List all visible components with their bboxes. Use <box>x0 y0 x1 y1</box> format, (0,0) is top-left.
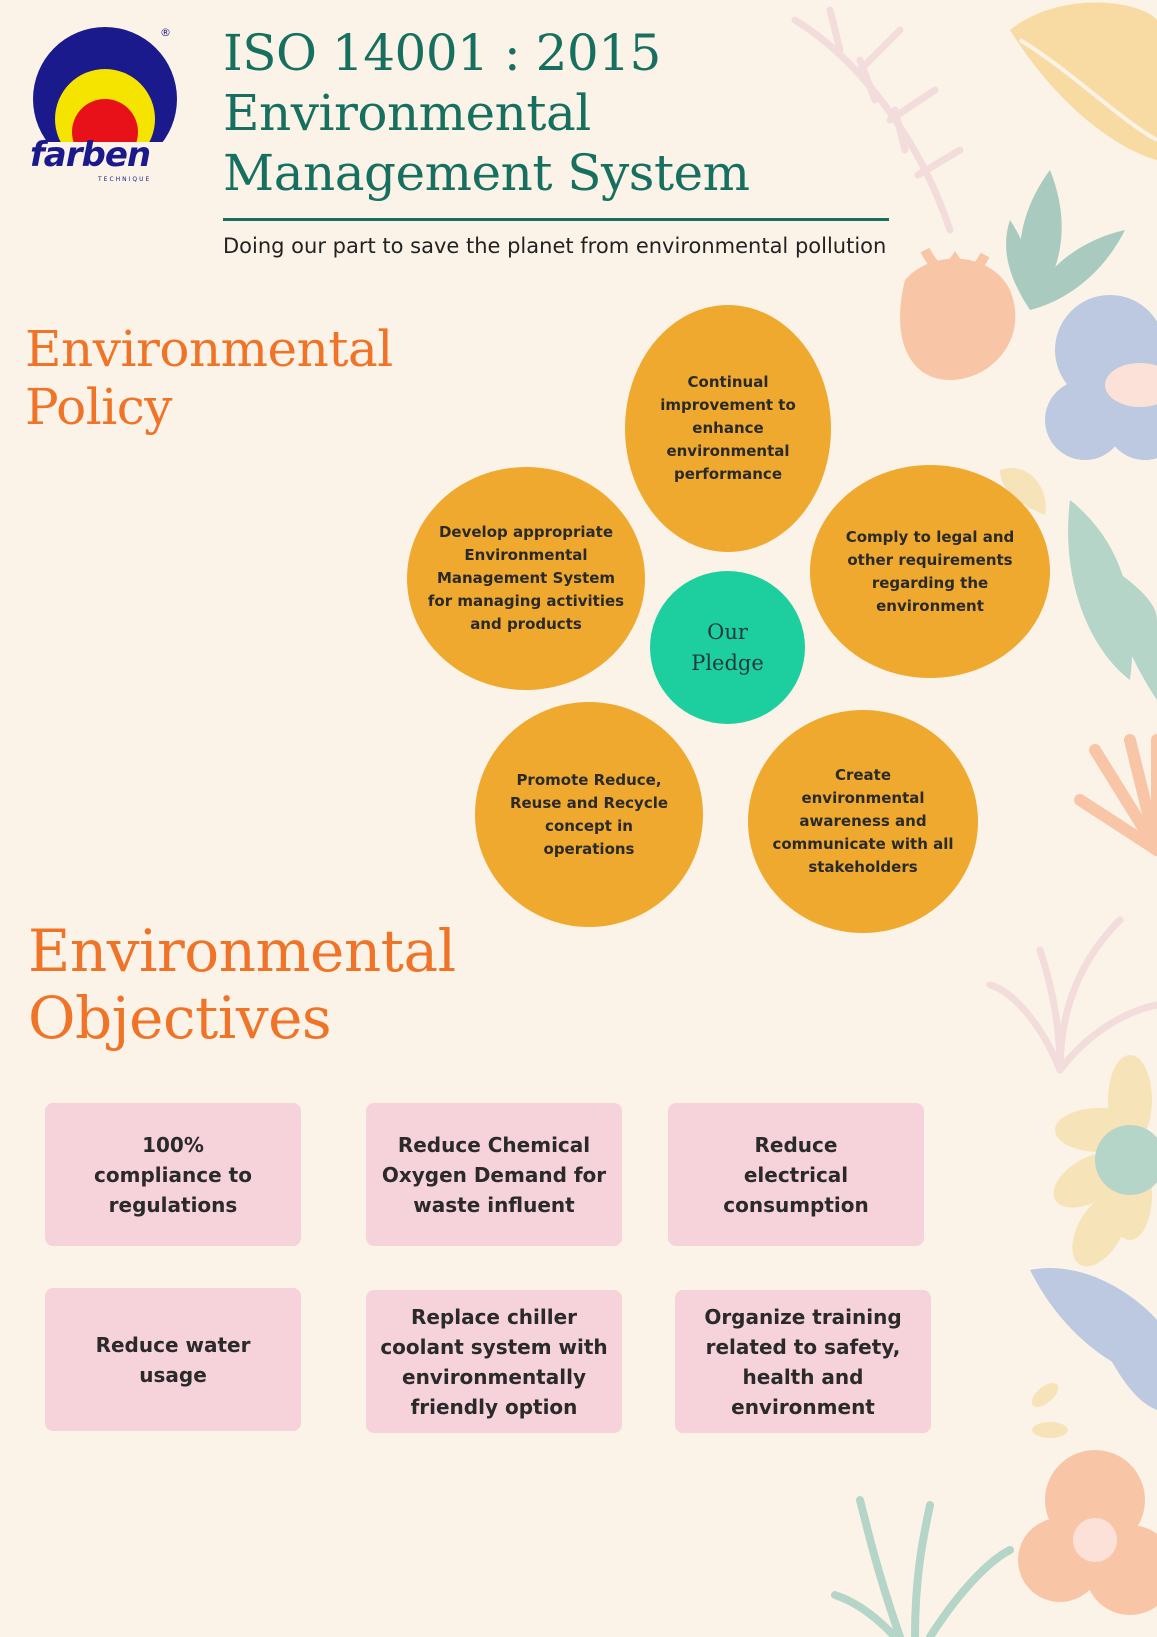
objective-card: 100% compliance to regulations <box>45 1103 301 1246</box>
sage-grass-decoration <box>835 1500 1010 1637</box>
objective-card: Replace chiller coolant system with environmentally friendly option <box>366 1290 622 1433</box>
page-title-line-1: ISO 14001 : 2015 <box>223 24 661 82</box>
pledge-label-line-2: Pledge <box>691 650 764 675</box>
policy-heading-line-1: Environmental <box>25 320 393 378</box>
objective-card: Organize training related to safety, health and environment <box>675 1290 931 1433</box>
logo-subtitle: TECHNIQUE <box>98 176 152 183</box>
title-divider <box>223 218 889 221</box>
peach-tulip-decoration <box>925 250 985 271</box>
pledge-petal: Develop appropriate Environmental Management System for managing activities and products <box>407 467 645 690</box>
page-title-line-2: Environmental <box>223 84 591 142</box>
pink-grass-decoration <box>990 920 1157 1070</box>
objective-card: Reduce water usage <box>45 1288 301 1431</box>
daisy-decoration <box>1044 1055 1157 1276</box>
page-title-line-3: Management System <box>223 144 750 202</box>
policy-heading-line-2: Policy <box>25 378 172 436</box>
pledge-petal: Comply to legal and other requirements regarding the environment <box>810 465 1050 678</box>
objectives-heading-line-2: Objectives <box>28 984 332 1052</box>
pledge-petal: Create environmental awareness and communicate with all stakeholders <box>748 710 978 933</box>
pledge-petal: Promote Reduce, Reuse and Recycle concept in operations <box>475 702 703 927</box>
tagline: Doing our part to save the planet from environmental pollution <box>223 234 887 258</box>
blue-flower-decoration <box>1045 295 1157 460</box>
peach-tulip-decoration <box>900 259 1015 380</box>
objectives-heading-line-1: Environmental <box>28 917 456 985</box>
our-pledge-center <box>650 571 805 724</box>
registered-mark: ® <box>160 26 171 39</box>
peach-fan-decoration <box>1080 740 1157 850</box>
objective-card: Reduce electrical consumption <box>668 1103 924 1246</box>
pledge-label-line-1: Our <box>707 619 748 644</box>
pink-fern-decoration <box>795 10 960 230</box>
logo-wordmark: farben <box>30 135 151 175</box>
yellow-petal-decoration <box>1032 1422 1068 1438</box>
yellow-leaf-decoration <box>1010 3 1157 161</box>
objective-card: Reduce Chemical Oxygen Demand for waste influent <box>366 1103 622 1246</box>
pledge-petal: Continual improvement to enhance environmental performance <box>625 305 831 552</box>
peach-flower-decoration <box>1018 1450 1157 1615</box>
yellow-petal-decoration <box>1028 1379 1063 1412</box>
